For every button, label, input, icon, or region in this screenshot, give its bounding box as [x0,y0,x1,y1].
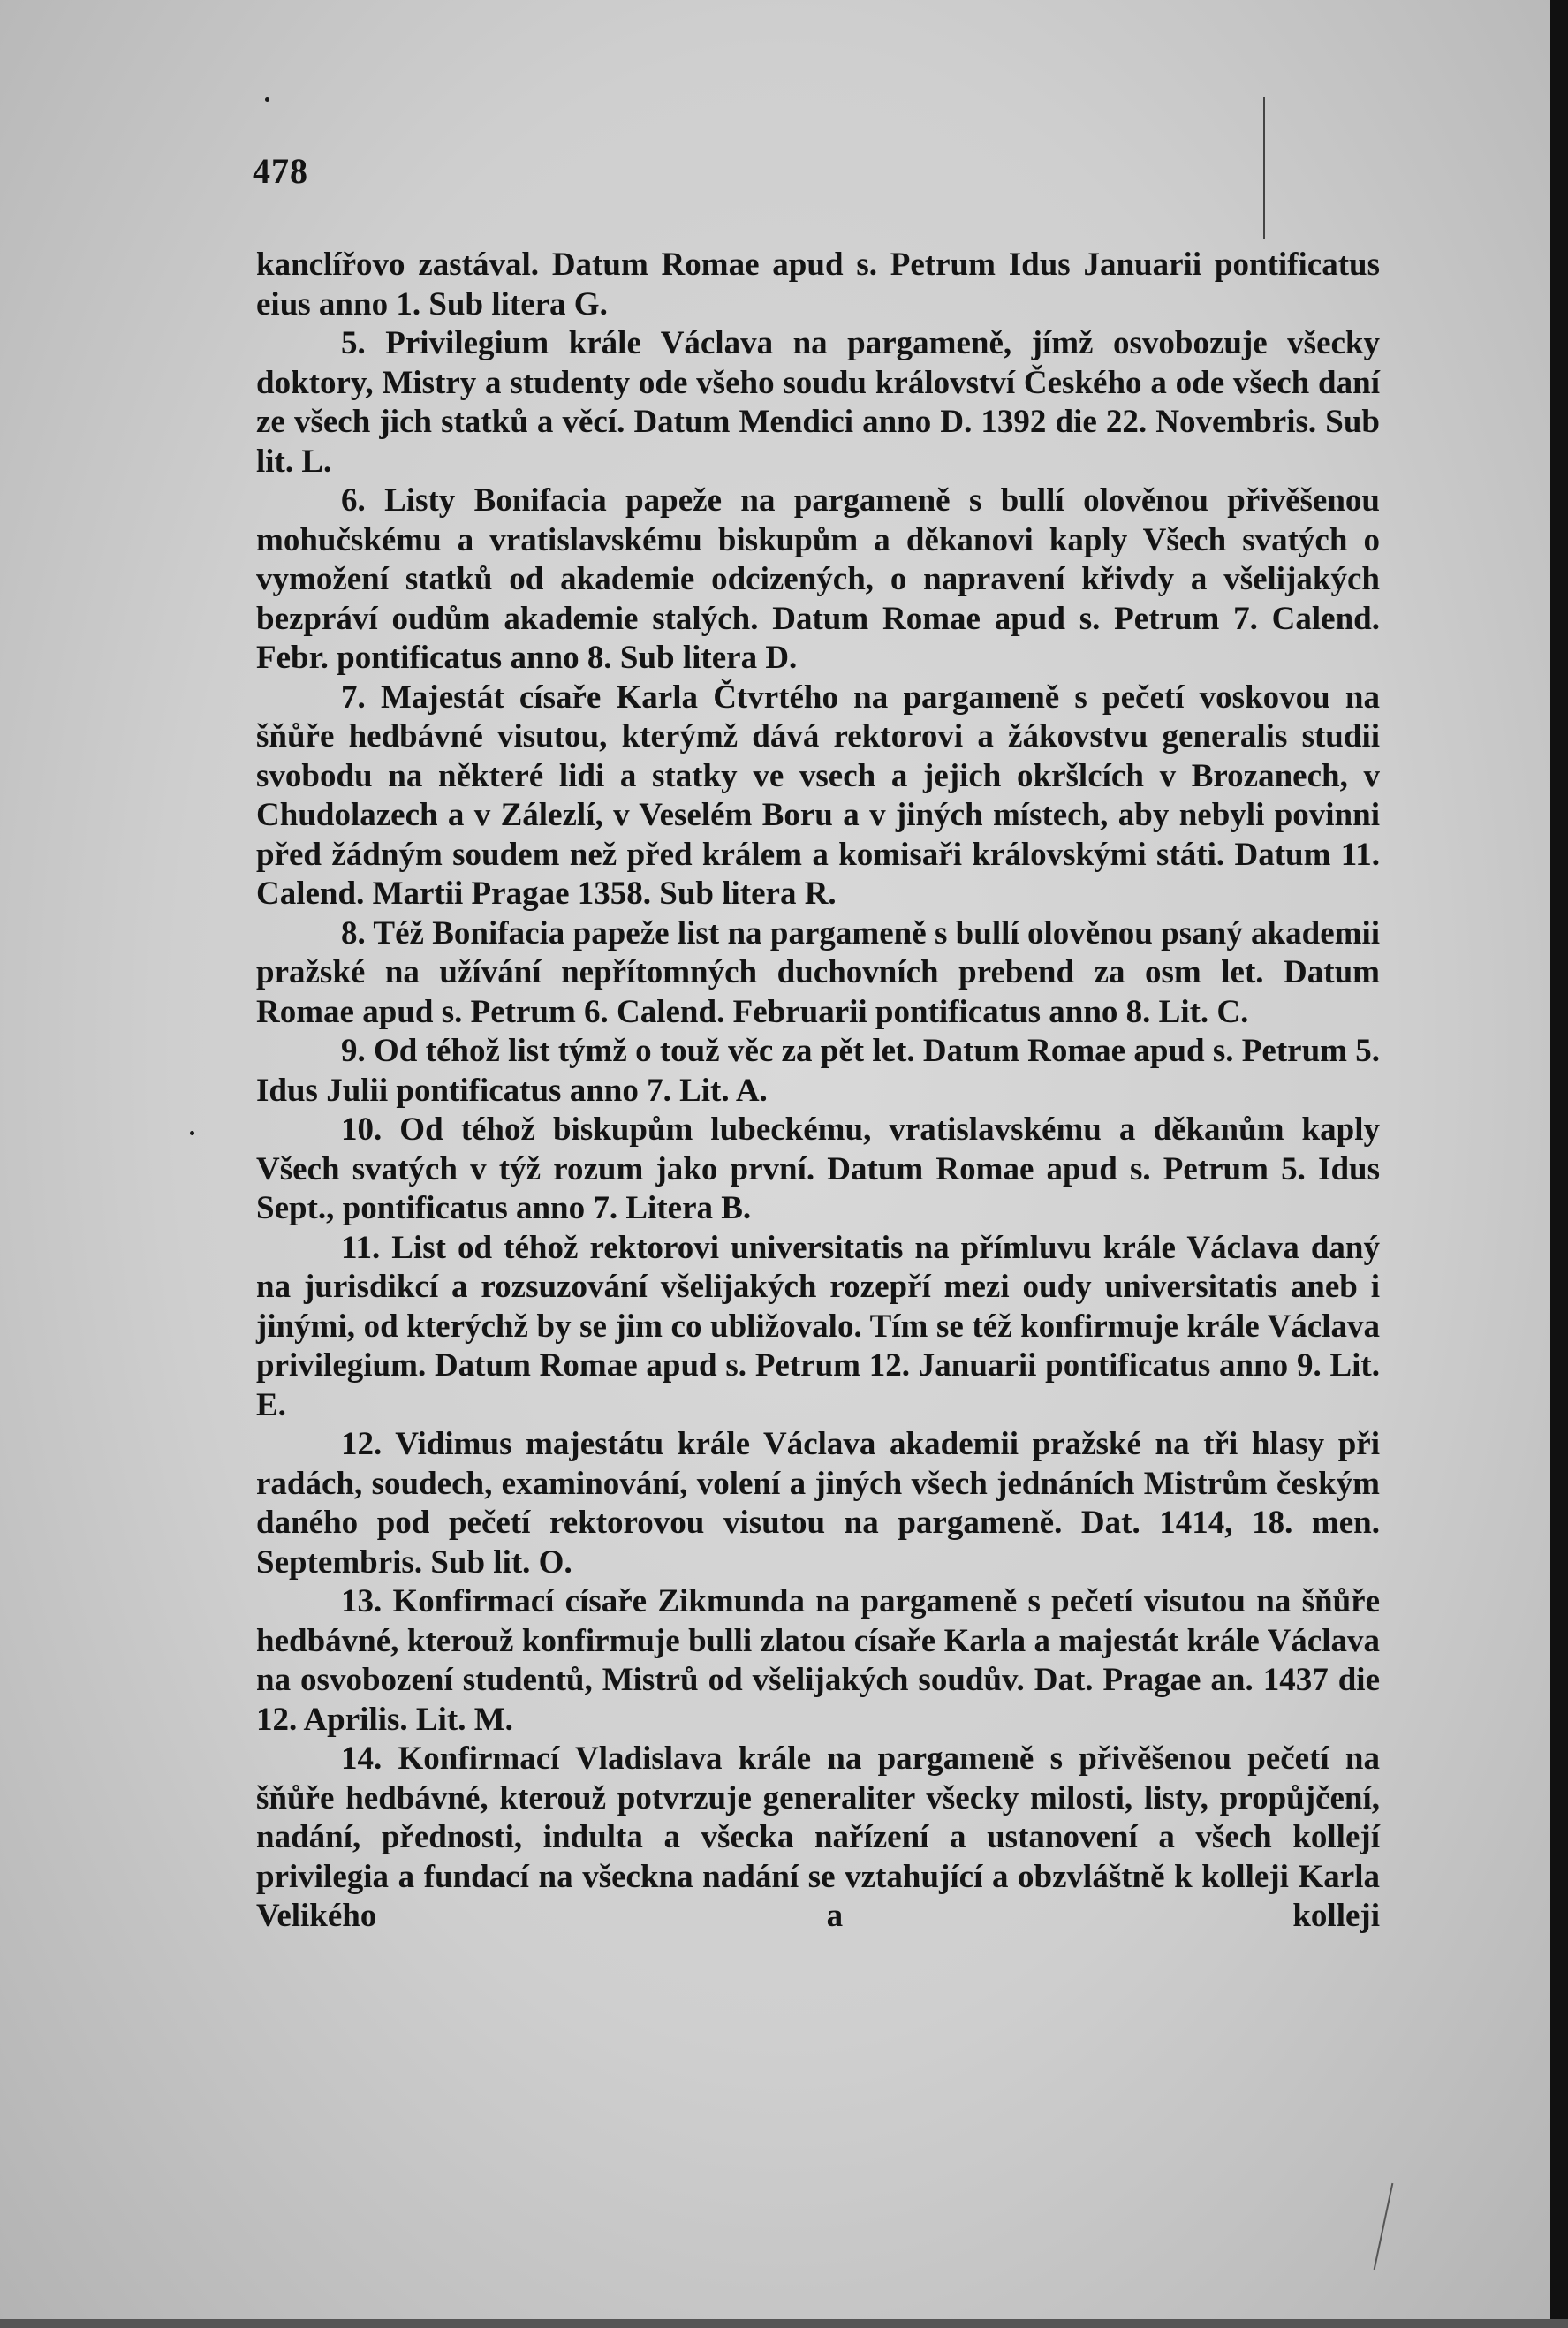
scan-speck [265,97,269,102]
paragraph: 5. Privilegium krále Václava na pargameně, jímž osvobozuje všecky doktory, Mistry a studenty ode všeho soudu království Českého a ode všech daní ze všech jich statků a věcí. Datum Mendici anno D. 1392 die 22. Novembris. Sub lit. L. [256,325,1380,480]
paragraph: 8. Též Bonifacia papeže list na pargameně s bullí olověnou psaný akademii pražské na užívání nepřítomných duchovních prebend za osm let. Datum Romae apud s. Petrum 6. Calend. Februarii pontificatus anno 8. Lit. C. [256,914,1380,1030]
paragraph: 10. Od téhož biskupům lubeckému, vratislavskému a děkanům kaply Všech svatých v týž rozum jako první. Datum Romae apud s. Petrum 5. Idus Sept., pontificatus anno 7. Litera B. [256,1111,1380,1226]
page-edge-shadow [1550,0,1568,2328]
page-bottom-edge [0,2319,1568,2328]
scan-line [1374,2183,1394,2270]
paragraph: 6. Listy Bonifacia papeže na pargameně s bullí olověnou přivěšenou mohučskému a vratislavskému biskupům a děkanovi kaply Všech svatých o vymožení statků od akademie odcizených, o napravení křivdy a všelijakých bezpráví oudům akademie stalých. Datum Romae apud s. Petrum 7. Calend. Febr. pontificatus anno 8. Sub litera D. [256,482,1380,676]
paragraph: 7. Majestát císaře Karla Čtvrtého na pargameně s pečetí voskovou na šňůře hedbávné visutou, kterýmž dává rektorovi a žákovstvu generalis studii svobodu na některé lidi a statky ve vsech a jejich okršlcích v Brozanech, v Chudolazech a v Zálezlí, v Veselém Boru a v jiných místech, aby nebyli povinni před žádným soudem než před králem a komisaři královskými státi. Datum 11. Calend. Martii Pragae 1358. Sub litera R. [256,679,1380,912]
body-text [256,246,1380,1937]
paragraph: 12. Vidimus majestátu krále Václava akademii pražské na tři hlasy při radách, soudech, examinování, volení a jiných všech jednáních Mistrům českým daného pod pečetí rektorovou visutou na pargameně. Dat. 1414, 18. men. Septembris. Sub lit. O. [256,1426,1380,1581]
paragraph: 11. List od téhož rektorovi universitatis na přímluvu krále Václava daný na jurisdikcí a rozsuzování všelijakých rozepří mezi oudy universitatis aneb i jinými, od kterýchž by se jim co ubližovalo. Tím se též konfirmuje krále Václava privilegium. Datum Romae apud s. Petrum 12. Januarii pontificatus anno 9. Lit. E. [256,1229,1380,1423]
paragraph: 14. Konfirmací Vladislava krále na pargameně s přivěšenou pečetí na šňůře hedbávné, kterouž potvrzuje generaliter všecky milosti, listy, propůjčení, nadání, přednosti, indulta a všecka nařízení a ustanovení a všech kollejí privilegia a fundací na všeckna nadání se vztahující a obzvláštně k kolleji Karla Velikého a kolleji [256,1740,1380,1934]
paragraph: 13. Konfirmací císaře Zikmunda na pargameně s pečetí visutou na šňůře hedbávné, kterouž konfirmuje bulli zlatou císaře Karla a majestát krále Václava na osvobození studentů, Mistrů od všelijakých soudův. Dat. Pragae an. 1437 die 12. Aprilis. Lit. M. [256,1583,1380,1738]
scan-speck [190,1131,194,1135]
page-number: 478 [253,151,308,191]
scan-line [1263,97,1265,239]
paragraph: kanclířovo zastával. Datum Romae apud s. Petrum Idus Januarii pontificatus eius anno 1. Sub litera G. [256,246,1380,322]
paragraph: 9. Od téhož list týmž o touž věc za pět let. Datum Romae apud s. Petrum 5. Idus Julii pontificatus anno 7. Lit. A. [256,1033,1380,1109]
